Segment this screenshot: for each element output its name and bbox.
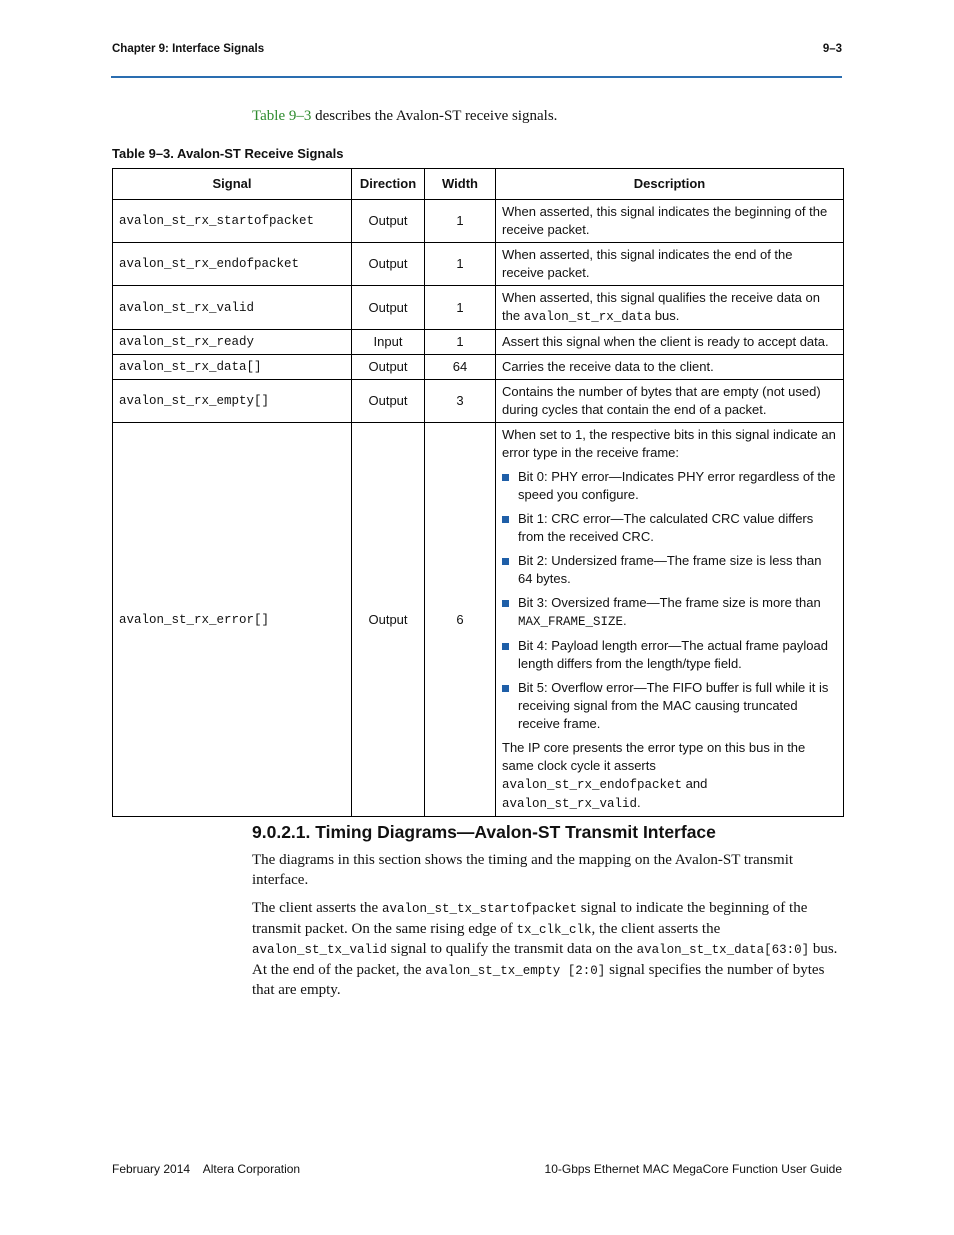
page-number: 9–3	[822, 43, 842, 55]
bit-text: Bit 3: Oversized frame—The frame size is more than	[518, 595, 821, 610]
inline-code: MAX_FRAME_SIZE	[518, 615, 624, 629]
square-bullet-icon	[502, 685, 509, 692]
table-row	[113, 286, 844, 330]
table-row	[113, 330, 844, 355]
bit-text: Bit 2: Undersized frame—The frame size is less than 64 bytes.	[518, 553, 822, 586]
para-text: signal to qualify the transmit data on the	[387, 941, 637, 957]
signal-direction: Input	[352, 330, 425, 355]
signal-name: avalon_st_rx_startofpacket	[113, 200, 352, 243]
list-item	[502, 552, 837, 588]
bit-text: .	[623, 613, 627, 628]
para-text: The client asserts the	[252, 900, 382, 916]
signal-description: Contains the number of bytes that are empty (not used) during cycles that contain the end of a packet.	[496, 380, 844, 423]
section-paragraph-1: The diagrams in this section shows the timing and the mapping on the Avalon-ST transmit interface.	[252, 852, 794, 888]
header-signal: Signal	[113, 169, 352, 200]
chapter-title: Chapter 9: Interface Signals	[112, 43, 265, 55]
list-item	[502, 510, 837, 546]
para-text: , the client asserts the	[591, 920, 721, 937]
signal-width: 1	[425, 200, 496, 243]
desc-text: The IP core presents the error type on this bus in the same clock cycle it asserts	[502, 740, 806, 773]
signal-direction: Output	[352, 200, 425, 243]
signal-description: When asserted, this signal indicates the beginning of the receive packet.	[496, 200, 844, 243]
section-paragraph-2	[252, 899, 844, 1001]
page-footer	[112, 1162, 842, 1178]
inline-code: avalon_st_rx_endofpacket	[502, 778, 683, 792]
list-item	[502, 594, 837, 631]
inline-code: avalon_st_tx_valid	[252, 943, 388, 957]
square-bullet-icon	[502, 600, 509, 607]
signal-direction: Output	[352, 355, 425, 380]
table-xref-link[interactable]: Table 9–3	[252, 108, 312, 124]
signal-width: 3	[425, 380, 496, 423]
inline-code: tx_clk_clk	[516, 922, 592, 937]
desc-text: bus.	[651, 308, 680, 323]
header-divider	[111, 76, 842, 78]
list-item	[502, 679, 837, 733]
desc-text: and	[682, 776, 708, 791]
desc-text: .	[637, 795, 641, 810]
inline-code: avalon_st_rx_valid	[502, 797, 638, 811]
signal-name: avalon_st_rx_valid	[113, 286, 352, 330]
inline-code: avalon_st_tx_empty [2:0]	[425, 963, 606, 978]
inline-code: avalon_st_tx_startofpacket	[381, 902, 578, 916]
para-text: signal specifies the number of bytes that are empty.	[252, 961, 825, 998]
square-bullet-icon	[502, 516, 509, 523]
footer-date-company: February 2014 Altera Corporation	[112, 1162, 301, 1176]
square-bullet-icon	[502, 558, 509, 565]
table-row	[113, 355, 844, 380]
section-heading: 9.0.2.1. Timing Diagrams—Avalon-ST Transmit Interface	[252, 822, 716, 842]
signal-width: 6	[425, 423, 496, 817]
para-text: bus. At the end of the packet, the	[252, 941, 838, 978]
header-description: Description	[496, 169, 844, 200]
signal-name: avalon_st_rx_endofpacket	[113, 243, 352, 286]
signal-width: 1	[425, 286, 496, 330]
bit-text: Bit 0: PHY error—Indicates PHY error regardless of the speed you configure.	[518, 469, 836, 502]
header-direction: Direction	[352, 169, 425, 200]
signals-table	[112, 168, 844, 817]
signal-direction: Output	[352, 380, 425, 423]
list-item	[502, 468, 837, 504]
signal-description: Carries the receive data to the client.	[496, 355, 844, 380]
signal-width: 1	[425, 330, 496, 355]
signal-name: avalon_st_rx_error[]	[113, 423, 352, 817]
intro-text: describes the Avalon-ST receive signals.	[311, 108, 558, 124]
page-header	[112, 43, 842, 61]
signal-width: 64	[425, 355, 496, 380]
error-desc-intro: When set to 1, the respective bits in this signal indicate an error type in the receive frame:	[502, 427, 836, 460]
signal-description: When asserted, this signal indicates the end of the receive packet.	[496, 243, 844, 286]
table-row	[113, 243, 844, 286]
table-row	[113, 380, 844, 423]
signal-name: avalon_st_rx_empty[]	[113, 380, 352, 423]
table-header-row	[113, 169, 844, 200]
square-bullet-icon	[502, 643, 509, 650]
error-bit-list	[502, 468, 837, 733]
table-row	[113, 200, 844, 243]
inline-code: avalon_st_rx_data	[523, 310, 652, 324]
header-width: Width	[425, 169, 496, 200]
bit-text: Bit 5: Overflow error—The FIFO buffer is full while it is receiving signal from the MAC causing truncated receive frame.	[518, 680, 829, 731]
signal-description	[496, 423, 844, 817]
para-text: signal to indicate the beginning of the transmit packet. On the same rising edge of	[252, 900, 808, 937]
bit-text: Bit 4: Payload length error—The actual frame payload length differs from the length/type field.	[518, 638, 829, 671]
square-bullet-icon	[502, 474, 509, 481]
desc-text: When asserted, this signal qualifies the receive data on the	[502, 290, 820, 323]
error-desc-outro	[502, 739, 837, 813]
table-row	[113, 423, 844, 817]
signal-width: 1	[425, 243, 496, 286]
inline-code: avalon_st_tx_data[63:0]	[636, 943, 810, 957]
signal-description: Assert this signal when the client is ready to accept data.	[496, 330, 844, 355]
list-item	[502, 637, 837, 673]
intro-paragraph	[252, 108, 557, 125]
signal-direction: Output	[352, 286, 425, 330]
signal-description	[496, 286, 844, 330]
bit-text: Bit 1: CRC error—The calculated CRC value differs from the received CRC.	[518, 511, 814, 544]
signal-direction: Output	[352, 423, 425, 817]
signal-name: avalon_st_rx_data[]	[113, 355, 352, 380]
table-caption: Table 9–3. Avalon-ST Receive Signals	[112, 146, 344, 161]
footer-guide-title: 10-Gbps Ethernet MAC MegaCore Function User Guide	[544, 1162, 842, 1176]
signal-direction: Output	[352, 243, 425, 286]
signal-name: avalon_st_rx_ready	[113, 330, 352, 355]
